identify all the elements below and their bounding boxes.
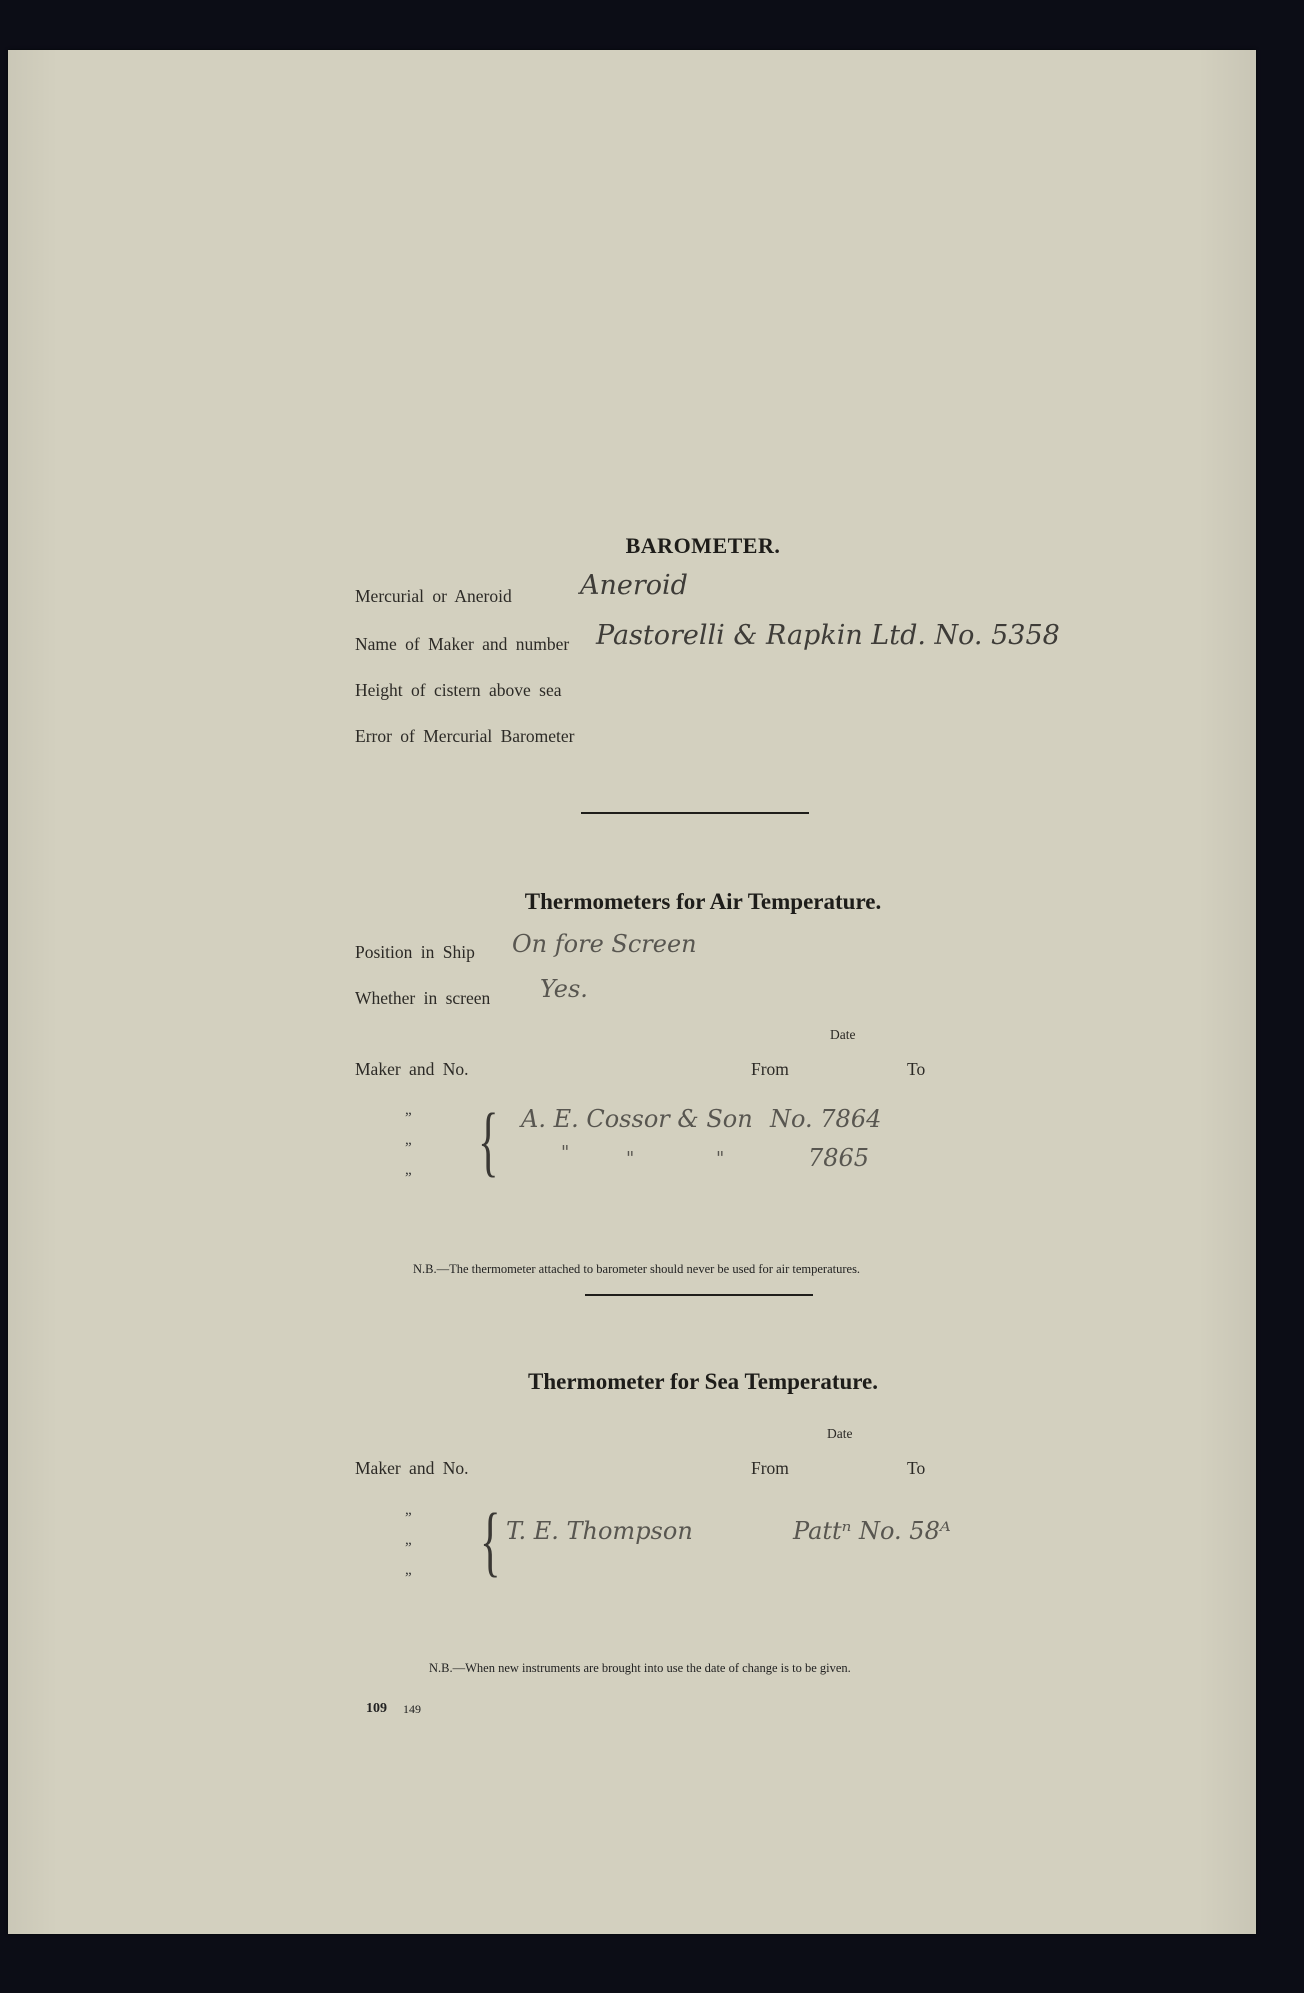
air-entry-number: No. 7864 — [770, 1105, 882, 1133]
maker-number-label: Name of Maker and number — [355, 634, 570, 654]
ditto-mark: ” — [405, 1570, 412, 1586]
mercurial-or-aneroid-label: Mercurial or Aneroid — [355, 586, 512, 606]
air-maker-label: Maker and No. — [355, 1059, 469, 1079]
position-in-ship-label: Position in Ship — [355, 942, 475, 962]
cistern-height-label: Height of cistern above sea — [355, 680, 562, 700]
brace-icon: { — [480, 1497, 501, 1584]
sea-note: N.B.—When new instruments are brought into use the date of change is to be given. — [429, 1661, 851, 1675]
whether-in-screen-value: Yes. — [540, 975, 588, 1003]
mercurial-or-aneroid-value: Aneroid — [580, 570, 688, 601]
barometer-error-label: Error of Mercurial Barometer — [355, 726, 575, 746]
page-number: 109 — [366, 1701, 387, 1716]
air-thermometers-title: Thermometers for Air Temperature. — [524, 889, 882, 914]
ditto-mark: ” — [405, 1140, 412, 1156]
air-ditto-handwritten: " — [716, 1148, 725, 1169]
section-divider — [585, 1294, 813, 1296]
sea-maker-label: Maker and No. — [355, 1458, 469, 1478]
page-number-secondary: 149 — [403, 1702, 421, 1716]
sea-from-label: From — [751, 1458, 789, 1478]
barometer-title: BAROMETER. — [625, 533, 781, 558]
ditto-mark: ” — [405, 1170, 412, 1186]
section-divider — [581, 812, 809, 814]
sea-entry-number: Pattⁿ No. 58ᴬ — [793, 1517, 951, 1545]
air-note: N.B.—The thermometer attached to barometer should never be used for air temperatures. — [413, 1262, 861, 1276]
sea-date-label: Date — [827, 1426, 853, 1441]
air-entry-number-2: 7865 — [808, 1144, 870, 1172]
ditto-mark: ” — [405, 1540, 412, 1556]
position-in-ship-value: On fore Screen — [512, 930, 697, 958]
form-page — [8, 50, 1256, 1934]
sea-thermometer-title: Thermometer for Sea Temperature. — [527, 1369, 879, 1394]
air-ditto-handwritten: " — [561, 1142, 570, 1163]
air-from-label: From — [751, 1059, 789, 1079]
air-date-label: Date — [830, 1027, 856, 1042]
maker-number-value: Pastorelli & Rapkin Ltd. No. 5358 — [596, 620, 1060, 651]
whether-in-screen-label: Whether in screen — [355, 988, 491, 1008]
sea-entry-maker: T. E. Thompson — [506, 1517, 693, 1545]
air-ditto-handwritten: " — [626, 1148, 635, 1169]
air-entry-maker: A. E. Cossor & Son — [521, 1105, 753, 1133]
sea-to-label: To — [907, 1458, 926, 1478]
ditto-mark: ” — [405, 1510, 412, 1526]
air-to-label: To — [907, 1059, 926, 1079]
brace-icon: { — [478, 1097, 499, 1184]
ditto-mark: ” — [405, 1110, 412, 1126]
